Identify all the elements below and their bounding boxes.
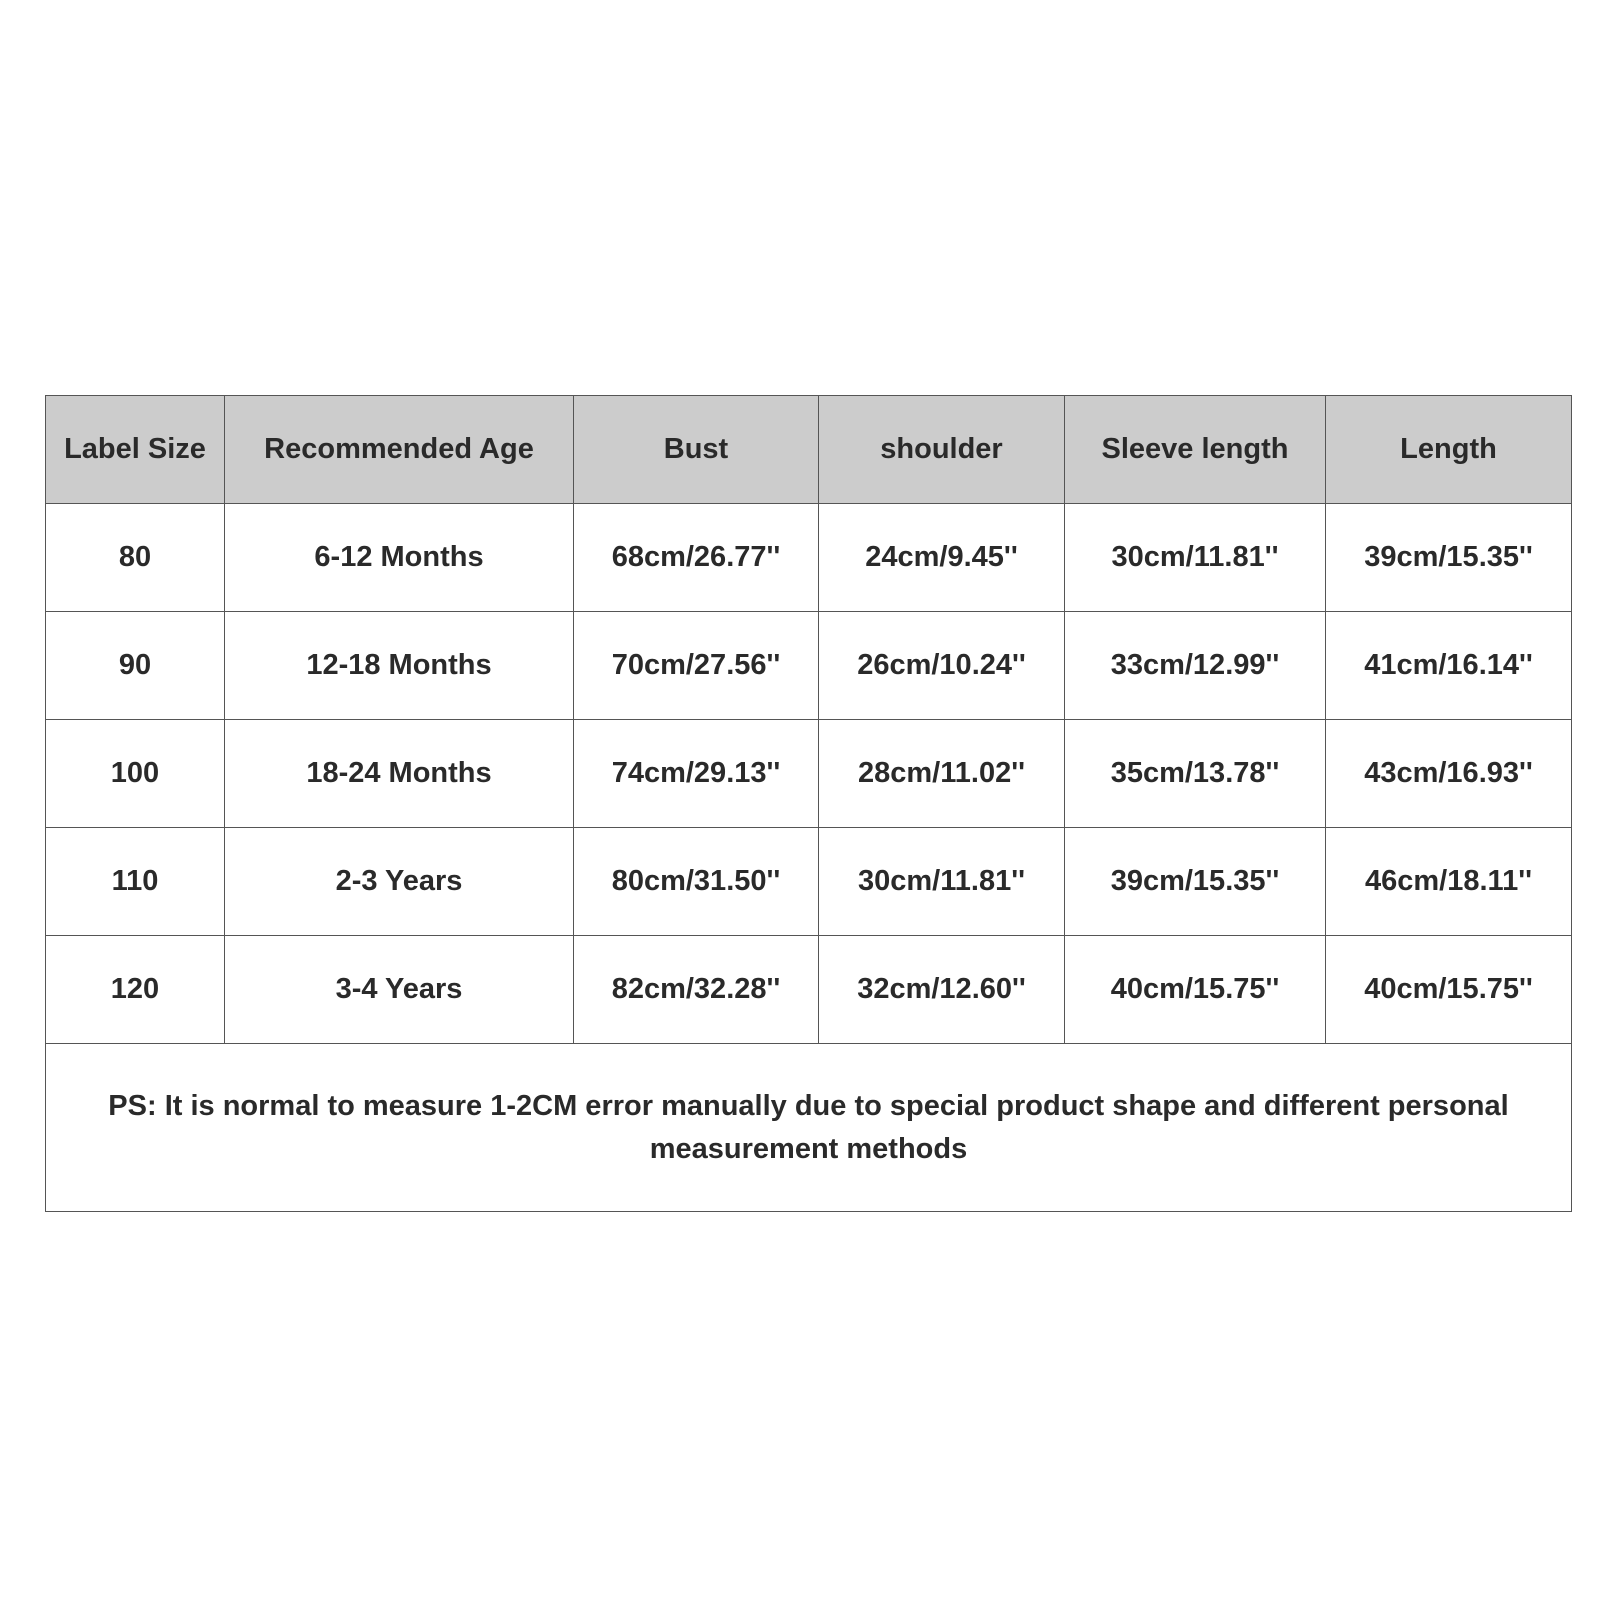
cell-shoulder: 26cm/10.24'' [819, 612, 1065, 720]
cell-recommended-age: 18-24 Months [225, 720, 574, 828]
cell-label-size: 100 [46, 720, 225, 828]
table-footer [46, 1044, 1572, 1212]
table-row [46, 828, 1572, 936]
cell-recommended-age: 12-18 Months [225, 612, 574, 720]
header-row [46, 396, 1572, 504]
cell-sleeve-length: 35cm/13.78'' [1065, 720, 1326, 828]
cell-length: 46cm/18.11'' [1326, 828, 1572, 936]
table-row [46, 612, 1572, 720]
header-label-size: Label Size [46, 396, 225, 504]
cell-sleeve-length: 30cm/11.81'' [1065, 504, 1326, 612]
header-recommended-age: Recommended Age [225, 396, 574, 504]
cell-bust: 82cm/32.28'' [574, 936, 819, 1044]
cell-bust: 68cm/26.77'' [574, 504, 819, 612]
measurement-note: PS: It is normal to measure 1-2CM error manually due to special product shape and different personal measurement methods [46, 1044, 1572, 1212]
cell-sleeve-length: 40cm/15.75'' [1065, 936, 1326, 1044]
cell-bust: 70cm/27.56'' [574, 612, 819, 720]
cell-label-size: 120 [46, 936, 225, 1044]
table-row [46, 720, 1572, 828]
cell-sleeve-length: 33cm/12.99'' [1065, 612, 1326, 720]
cell-recommended-age: 2-3 Years [225, 828, 574, 936]
table-row [46, 936, 1572, 1044]
note-row [46, 1044, 1572, 1212]
header-shoulder: shoulder [819, 396, 1065, 504]
cell-length: 39cm/15.35'' [1326, 504, 1572, 612]
cell-length: 40cm/15.75'' [1326, 936, 1572, 1044]
cell-shoulder: 24cm/9.45'' [819, 504, 1065, 612]
cell-recommended-age: 6-12 Months [225, 504, 574, 612]
table-row [46, 504, 1572, 612]
cell-recommended-age: 3-4 Years [225, 936, 574, 1044]
cell-shoulder: 28cm/11.02'' [819, 720, 1065, 828]
table-header [46, 396, 1572, 504]
cell-bust: 80cm/31.50'' [574, 828, 819, 936]
header-length: Length [1326, 396, 1572, 504]
cell-label-size: 80 [46, 504, 225, 612]
cell-length: 43cm/16.93'' [1326, 720, 1572, 828]
header-sleeve-length: Sleeve length [1065, 396, 1326, 504]
size-chart-table [45, 395, 1572, 1212]
table-body [46, 504, 1572, 1044]
cell-bust: 74cm/29.13'' [574, 720, 819, 828]
cell-sleeve-length: 39cm/15.35'' [1065, 828, 1326, 936]
cell-label-size: 110 [46, 828, 225, 936]
cell-label-size: 90 [46, 612, 225, 720]
header-bust: Bust [574, 396, 819, 504]
cell-shoulder: 30cm/11.81'' [819, 828, 1065, 936]
cell-length: 41cm/16.14'' [1326, 612, 1572, 720]
cell-shoulder: 32cm/12.60'' [819, 936, 1065, 1044]
